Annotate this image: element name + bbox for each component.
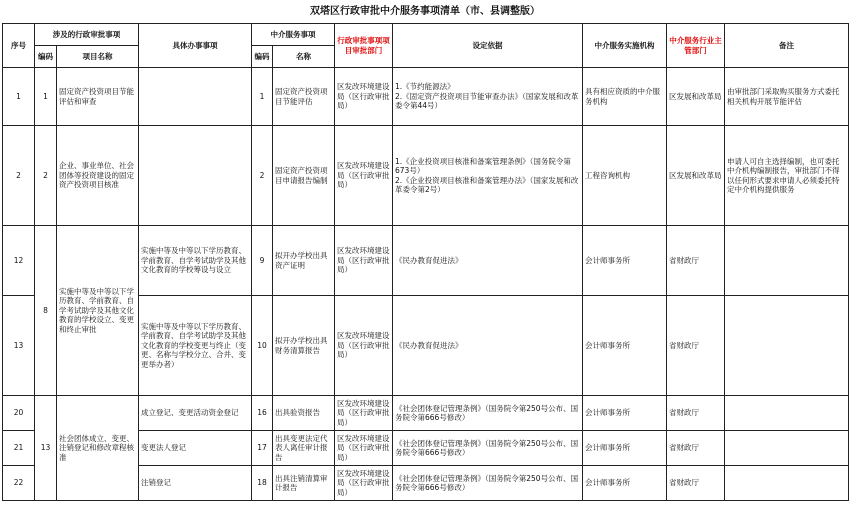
cell-dept: 区发改环境建设局（区行政审批局） xyxy=(335,466,393,501)
cell-inter-name: 拟开办学校出具资产证明 xyxy=(273,226,335,296)
cell-supervisor: 省财政厅 xyxy=(667,226,725,296)
cell-dept: 区发改环境建设局（区行政审批局） xyxy=(335,68,393,126)
header-seq: 序号 xyxy=(3,24,35,68)
cell-seq: 1 xyxy=(3,68,35,126)
header-agency: 中介服务实施机构 xyxy=(583,24,667,68)
cell-agency: 会计师事务所 xyxy=(583,396,667,431)
cell-supervisor: 区发展和改革局 xyxy=(667,68,725,126)
cell-remarks xyxy=(725,466,849,501)
cell-supervisor: 省财政厅 xyxy=(667,431,725,466)
cell-inter-name: 固定资产投资项目节能评估 xyxy=(273,68,335,126)
cell-agency: 具有相应资质的中介服务机构 xyxy=(583,68,667,126)
cell-agency: 会计师事务所 xyxy=(583,226,667,296)
cell-basis: 《社会团体登记管理条例》（国务院令第250号公布、国务院令第666号修改） xyxy=(393,466,583,501)
cell-inter-code: 9 xyxy=(252,226,273,296)
header-inter-code: 编码 xyxy=(252,46,273,68)
cell-dept: 区发改环境建设局（区行政审批局） xyxy=(335,126,393,226)
cell-supervisor: 省财政厅 xyxy=(667,296,725,396)
cell-specific: 成立登记、变更活动资金登记 xyxy=(139,396,252,431)
cell-agency: 会计师事务所 xyxy=(583,431,667,466)
header-intermediary-group: 中介服务事项 xyxy=(252,24,335,46)
cell-dept: 区发改环境建设局（区行政审批局） xyxy=(335,431,393,466)
cell-inter-code: 16 xyxy=(252,396,273,431)
cell-specific: 实施中等及中等以下学历教育、学前教育、自学考试助学及其他文化教育的学校筹设与设立 xyxy=(139,226,252,296)
cell-seq: 21 xyxy=(3,431,35,466)
cell-inter-name: 出具注销清算审计报告 xyxy=(273,466,335,501)
cell-basis: 《民办教育促进法》 xyxy=(393,226,583,296)
header-remarks: 备注 xyxy=(725,24,849,68)
cell-remarks xyxy=(725,396,849,431)
cell-dept: 区发改环境建设局（区行政审批局） xyxy=(335,226,393,296)
cell-admin-code: 13 xyxy=(35,396,57,501)
cell-remarks xyxy=(725,226,849,296)
cell-supervisor: 省财政厅 xyxy=(667,466,725,501)
header-admin-name: 项目名称 xyxy=(57,46,139,68)
cell-remarks xyxy=(725,296,849,396)
cell-admin-name: 实施中等及中等以下学历教育、学前教育、自学考试助学及其他文化教育的学校设立、变更和终止审批 xyxy=(57,226,139,396)
header-basis: 设定依据 xyxy=(393,24,583,68)
cell-agency: 工程咨询机构 xyxy=(583,126,667,226)
cell-agency: 会计师事务所 xyxy=(583,466,667,501)
cell-remarks: 申请人可自主选择编制，也可委托中介机构编制报告，审批部门不得以任何形式要求申请人必须委托特定中介机构提供服务 xyxy=(725,126,849,226)
table-row xyxy=(3,68,849,126)
header-specific: 具体办事事项 xyxy=(139,24,252,68)
cell-dept: 区发改环境建设局（区行政审批局） xyxy=(335,396,393,431)
cell-seq: 22 xyxy=(3,466,35,501)
cell-specific: 注销登记 xyxy=(139,466,252,501)
header-admin-group: 涉及的行政审批事项 xyxy=(35,24,139,46)
cell-admin-name: 社会团体成立、变更、注销登记和修改章程核准 xyxy=(57,396,139,501)
cell-inter-name: 出具变更法定代表人离任审计报告 xyxy=(273,431,335,466)
cell-seq: 12 xyxy=(3,226,35,296)
cell-basis: 《社会团体登记管理条例》（国务院令第250号公布、国务院令第666号修改） xyxy=(393,431,583,466)
cell-remarks xyxy=(725,431,849,466)
cell-remarks: 由审批部门采取购买服务方式委托相关机构开展节能评估 xyxy=(725,68,849,126)
header-approval-dept: 行政审批事项项目审批部门 xyxy=(335,24,393,68)
cell-seq: 2 xyxy=(3,126,35,226)
cell-admin-code: 2 xyxy=(35,126,57,226)
cell-admin-code: 8 xyxy=(35,226,57,396)
service-table xyxy=(2,23,849,501)
cell-basis: 《社会团体登记管理条例》（国务院令第250号公布、国务院令第666号修改） xyxy=(393,396,583,431)
cell-inter-name: 固定资产投资项目申请报告编制 xyxy=(273,126,335,226)
cell-specific xyxy=(139,126,252,226)
cell-inter-name: 出具验资报告 xyxy=(273,396,335,431)
cell-supervisor: 省财政厅 xyxy=(667,396,725,431)
header-admin-code: 编码 xyxy=(35,46,57,68)
cell-specific: 实施中等及中等以下学历教育、学前教育、自学考试助学及其他文化教育的学校变更与终止（变更、名称与学校分立、合并、变更举办者） xyxy=(139,296,252,396)
cell-agency: 会计师事务所 xyxy=(583,296,667,396)
table-row xyxy=(3,126,849,226)
cell-inter-code: 10 xyxy=(252,296,273,396)
page-title: 双塔区行政审批中介服务事项清单（市、县调整版） xyxy=(310,6,540,17)
cell-basis: 1.《企业投资项目核准和备案管理条例》（国务院令第673号） 2.《企业投资项目核准和备案管理办法》（国家发展和改革委令第2号） xyxy=(393,126,583,226)
header-supervisor: 中介服务行业主管部门 xyxy=(667,24,725,68)
cell-inter-code: 18 xyxy=(252,466,273,501)
cell-inter-code: 17 xyxy=(252,431,273,466)
cell-specific xyxy=(139,68,252,126)
cell-supervisor: 区发展和改革局 xyxy=(667,126,725,226)
cell-inter-code: 2 xyxy=(252,126,273,226)
cell-dept: 区发改环境建设局（区行政审批局） xyxy=(335,296,393,396)
cell-admin-code: 1 xyxy=(35,68,57,126)
cell-specific: 变更法人登记 xyxy=(139,431,252,466)
cell-basis: 1.《节约能源法》 2.《固定资产投资项目节能审查办法》（国家发展和改革委令第44号） xyxy=(393,68,583,126)
table-row xyxy=(3,226,849,296)
cell-admin-name: 固定资产投资项目节能评估和审查 xyxy=(57,68,139,126)
cell-basis: 《民办教育促进法》 xyxy=(393,296,583,396)
cell-admin-name: 企业、事业单位、社会团体等投资建设的固定资产投资项目核准 xyxy=(57,126,139,226)
header-inter-name: 名称 xyxy=(273,46,335,68)
cell-seq: 13 xyxy=(3,296,35,396)
table-row xyxy=(3,396,849,431)
cell-seq: 20 xyxy=(3,396,35,431)
cell-inter-name: 拟开办学校出具财务清算报告 xyxy=(273,296,335,396)
cell-inter-code: 1 xyxy=(252,68,273,126)
